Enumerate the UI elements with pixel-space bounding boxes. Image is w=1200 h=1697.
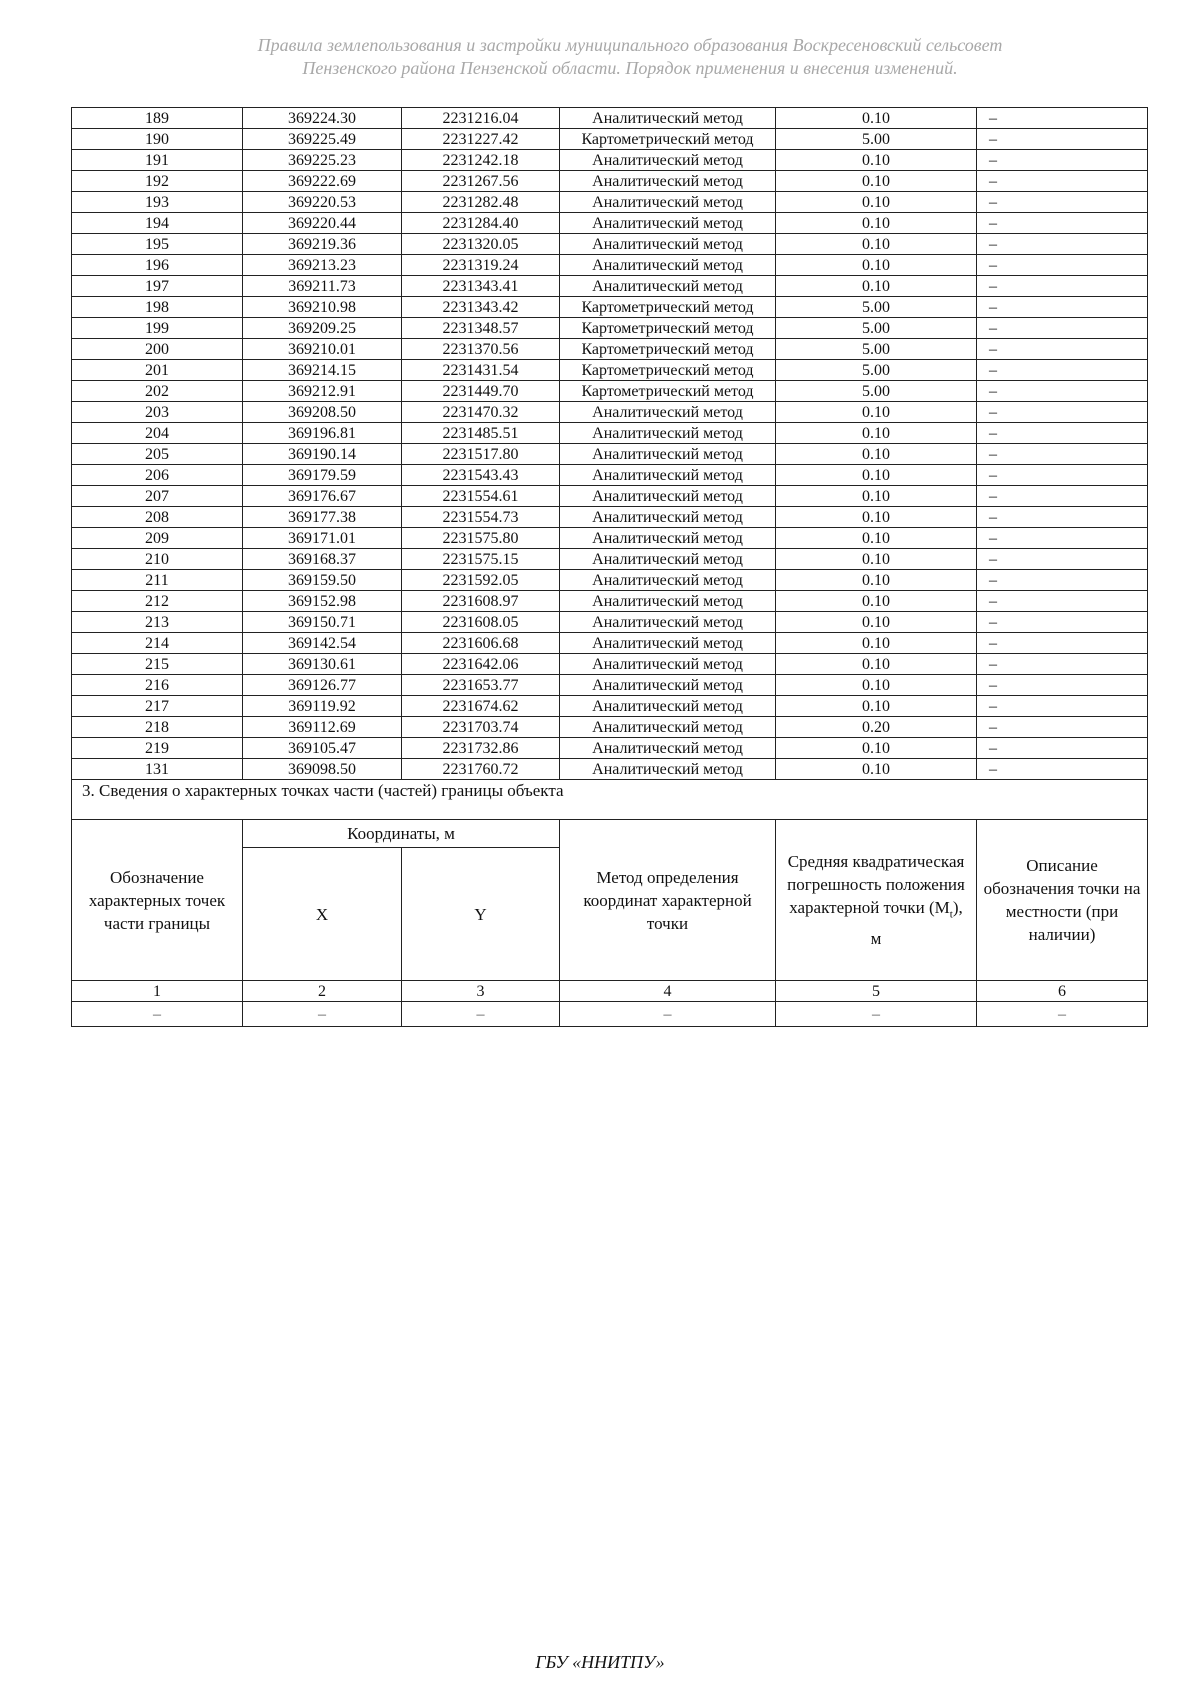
coord-y-cell: 2231606.68 <box>402 633 560 654</box>
col-header-point-designation: Обозначение характерных точек части границы <box>72 820 243 981</box>
mean-error-cell: 0.10 <box>776 549 977 570</box>
mean-error-cell: 0.10 <box>776 192 977 213</box>
coord-x-cell: 369214.15 <box>243 360 402 381</box>
method-cell: Картометрический метод <box>560 297 776 318</box>
coord-x-cell: 369220.53 <box>243 192 402 213</box>
mean-error-cell: 0.10 <box>776 507 977 528</box>
empty-cell: – <box>776 1002 977 1027</box>
mean-error-subscript: t <box>949 908 953 921</box>
coord-x-cell: 369119.92 <box>243 696 402 717</box>
description-cell: – <box>977 444 1148 465</box>
table-row <box>72 465 1148 486</box>
point-number-cell: 204 <box>72 423 243 444</box>
coord-y-cell: 2231732.86 <box>402 738 560 759</box>
coord-y-cell: 2231431.54 <box>402 360 560 381</box>
coord-y-cell: 2231282.48 <box>402 192 560 213</box>
col-header-coordinates: Координаты, м <box>243 820 560 848</box>
method-cell: Аналитический метод <box>560 738 776 759</box>
description-cell: – <box>977 255 1148 276</box>
description-cell: – <box>977 738 1148 759</box>
coord-x-cell: 369225.23 <box>243 150 402 171</box>
mean-error-cell: 5.00 <box>776 129 977 150</box>
method-cell: Аналитический метод <box>560 108 776 129</box>
empty-cell: – <box>72 1002 243 1027</box>
section-3-header-row-1 <box>72 820 1148 848</box>
section-3 <box>72 780 1148 1027</box>
mean-error-cell: 0.10 <box>776 591 977 612</box>
coord-y-cell: 2231370.56 <box>402 339 560 360</box>
description-cell: – <box>977 381 1148 402</box>
table-row <box>72 318 1148 339</box>
point-number-cell: 198 <box>72 297 243 318</box>
method-cell: Аналитический метод <box>560 171 776 192</box>
method-cell: Аналитический метод <box>560 444 776 465</box>
description-cell: – <box>977 423 1148 444</box>
point-number-cell: 203 <box>72 402 243 423</box>
table-row <box>72 234 1148 255</box>
method-cell: Аналитический метод <box>560 528 776 549</box>
mean-error-text: Средняя квадратическая погрешность положения характерной точки (M <box>787 852 965 918</box>
coord-x-cell: 369213.23 <box>243 255 402 276</box>
coord-y-cell: 2231284.40 <box>402 213 560 234</box>
mean-error-cell: 5.00 <box>776 381 977 402</box>
coord-x-cell: 369130.61 <box>243 654 402 675</box>
coord-x-cell: 369171.01 <box>243 528 402 549</box>
point-number-cell: 201 <box>72 360 243 381</box>
section-3-title-row <box>72 780 1148 820</box>
coord-x-cell: 369219.36 <box>243 234 402 255</box>
mean-error-cell: 0.10 <box>776 423 977 444</box>
description-cell: – <box>977 486 1148 507</box>
mean-error-cell: 5.00 <box>776 297 977 318</box>
mean-error-cell: 5.00 <box>776 339 977 360</box>
coord-x-cell: 369176.67 <box>243 486 402 507</box>
point-number-cell: 193 <box>72 192 243 213</box>
column-numbers-row <box>72 981 1148 1002</box>
col-header-y: Y <box>402 848 560 981</box>
point-number-cell: 219 <box>72 738 243 759</box>
mean-error-cell: 0.10 <box>776 213 977 234</box>
method-cell: Аналитический метод <box>560 633 776 654</box>
coord-x-cell: 369105.47 <box>243 738 402 759</box>
empty-cell: – <box>560 1002 776 1027</box>
point-number-cell: 196 <box>72 255 243 276</box>
description-cell: – <box>977 549 1148 570</box>
method-cell: Аналитический метод <box>560 549 776 570</box>
coord-y-cell: 2231485.51 <box>402 423 560 444</box>
coord-y-cell: 2231760.72 <box>402 759 560 780</box>
description-cell: – <box>977 591 1148 612</box>
description-cell: – <box>977 402 1148 423</box>
method-cell: Аналитический метод <box>560 276 776 297</box>
mean-error-cell: 0.10 <box>776 528 977 549</box>
page-footer: ГБУ «ННИТПУ» <box>535 1652 665 1672</box>
point-number-cell: 218 <box>72 717 243 738</box>
point-number-cell: 205 <box>72 444 243 465</box>
coord-y-cell: 2231592.05 <box>402 570 560 591</box>
description-cell: – <box>977 759 1148 780</box>
coord-x-cell: 369179.59 <box>243 465 402 486</box>
section-3-title: 3. Сведения о характерных точках части (частей) границы объекта <box>72 780 1148 820</box>
coord-y-cell: 2231348.57 <box>402 318 560 339</box>
coord-y-cell: 2231703.74 <box>402 717 560 738</box>
coord-x-cell: 369177.38 <box>243 507 402 528</box>
method-cell: Аналитический метод <box>560 759 776 780</box>
coord-x-cell: 369098.50 <box>243 759 402 780</box>
description-cell: – <box>977 717 1148 738</box>
table-row <box>72 339 1148 360</box>
coord-x-cell: 369152.98 <box>243 591 402 612</box>
coord-x-cell: 369222.69 <box>243 171 402 192</box>
column-number: 2 <box>243 981 402 1002</box>
method-cell: Аналитический метод <box>560 192 776 213</box>
column-number: 5 <box>776 981 977 1002</box>
coord-x-cell: 369210.01 <box>243 339 402 360</box>
point-number-cell: 199 <box>72 318 243 339</box>
point-number-cell: 192 <box>72 171 243 192</box>
method-cell: Аналитический метод <box>560 423 776 444</box>
coord-y-cell: 2231470.32 <box>402 402 560 423</box>
table-row <box>72 759 1148 780</box>
coord-y-cell: 2231242.18 <box>402 150 560 171</box>
coord-y-cell: 2231449.70 <box>402 381 560 402</box>
point-number-cell: 194 <box>72 213 243 234</box>
coord-x-cell: 369190.14 <box>243 444 402 465</box>
table-row <box>72 423 1148 444</box>
column-number: 3 <box>402 981 560 1002</box>
method-cell: Аналитический метод <box>560 696 776 717</box>
table-row <box>72 360 1148 381</box>
description-cell: – <box>977 696 1148 717</box>
coord-y-cell: 2231517.80 <box>402 444 560 465</box>
mean-error-cell: 5.00 <box>776 360 977 381</box>
mean-error-cell: 0.10 <box>776 633 977 654</box>
table-row <box>72 549 1148 570</box>
mean-error-cell: 5.00 <box>776 318 977 339</box>
column-number: 4 <box>560 981 776 1002</box>
description-cell: – <box>977 234 1148 255</box>
mean-error-cell: 0.10 <box>776 276 977 297</box>
method-cell: Аналитический метод <box>560 570 776 591</box>
mean-error-cell: 0.10 <box>776 612 977 633</box>
description-cell: – <box>977 465 1148 486</box>
table-row <box>72 612 1148 633</box>
point-number-cell: 213 <box>72 612 243 633</box>
mean-error-cell: 0.10 <box>776 696 977 717</box>
coord-x-cell: 369126.77 <box>243 675 402 696</box>
table-row <box>72 591 1148 612</box>
table-row <box>72 255 1148 276</box>
description-cell: – <box>977 213 1148 234</box>
method-cell: Картометрический метод <box>560 339 776 360</box>
coord-x-cell: 369159.50 <box>243 570 402 591</box>
point-number-cell: 216 <box>72 675 243 696</box>
header-line-2: Пензенского района Пензенской области. Порядок применения и внесения изменений. <box>302 58 958 78</box>
method-cell: Аналитический метод <box>560 465 776 486</box>
method-cell: Картометрический метод <box>560 318 776 339</box>
coord-y-cell: 2231674.62 <box>402 696 560 717</box>
coord-x-cell: 369208.50 <box>243 402 402 423</box>
table-row <box>72 297 1148 318</box>
description-cell: – <box>977 297 1148 318</box>
page-header <box>120 34 1140 80</box>
method-cell: Аналитический метод <box>560 150 776 171</box>
mean-error-unit: ), м <box>870 898 963 948</box>
coord-x-cell: 369212.91 <box>243 381 402 402</box>
mean-error-cell: 0.10 <box>776 675 977 696</box>
coord-y-cell: 2231653.77 <box>402 675 560 696</box>
mean-error-cell: 0.10 <box>776 570 977 591</box>
point-number-cell: 214 <box>72 633 243 654</box>
mean-error-cell: 0.10 <box>776 759 977 780</box>
point-number-cell: 197 <box>72 276 243 297</box>
point-number-cell: 217 <box>72 696 243 717</box>
method-cell: Аналитический метод <box>560 675 776 696</box>
point-number-cell: 189 <box>72 108 243 129</box>
coordinates-table <box>71 107 1148 1027</box>
mean-error-cell: 0.10 <box>776 402 977 423</box>
coord-x-cell: 369220.44 <box>243 213 402 234</box>
table-row <box>72 654 1148 675</box>
coord-x-cell: 369196.81 <box>243 423 402 444</box>
coord-y-cell: 2231608.05 <box>402 612 560 633</box>
point-number-cell: 212 <box>72 591 243 612</box>
point-number-cell: 131 <box>72 759 243 780</box>
method-cell: Аналитический метод <box>560 213 776 234</box>
header-line-1: Правила землепользования и застройки муниципального образования Воскресеновский сельсовет <box>257 35 1003 55</box>
description-cell: – <box>977 276 1148 297</box>
method-cell: Аналитический метод <box>560 486 776 507</box>
description-cell: – <box>977 318 1148 339</box>
table-row <box>72 528 1148 549</box>
coord-y-cell: 2231343.41 <box>402 276 560 297</box>
table-row <box>72 150 1148 171</box>
coord-y-cell: 2231554.73 <box>402 507 560 528</box>
mean-error-cell: 0.10 <box>776 465 977 486</box>
empty-cell: – <box>977 1002 1148 1027</box>
coord-y-cell: 2231320.05 <box>402 234 560 255</box>
table-row <box>72 486 1148 507</box>
description-cell: – <box>977 171 1148 192</box>
point-number-cell: 215 <box>72 654 243 675</box>
coord-y-cell: 2231575.80 <box>402 528 560 549</box>
description-cell: – <box>977 675 1148 696</box>
mean-error-cell: 0.10 <box>776 738 977 759</box>
point-number-cell: 191 <box>72 150 243 171</box>
mean-error-cell: 0.10 <box>776 108 977 129</box>
point-number-cell: 190 <box>72 129 243 150</box>
description-cell: – <box>977 570 1148 591</box>
col-header-mean-error <box>776 820 977 981</box>
empty-cell: – <box>243 1002 402 1027</box>
method-cell: Картометрический метод <box>560 381 776 402</box>
method-cell: Аналитический метод <box>560 255 776 276</box>
mean-error-cell: 0.10 <box>776 255 977 276</box>
point-number-cell: 209 <box>72 528 243 549</box>
coord-y-cell: 2231554.61 <box>402 486 560 507</box>
table-row <box>72 171 1148 192</box>
coord-x-cell: 369225.49 <box>243 129 402 150</box>
point-rows <box>72 108 1148 780</box>
table-row <box>72 570 1148 591</box>
description-cell: – <box>977 108 1148 129</box>
table-row <box>72 402 1148 423</box>
description-cell: – <box>977 654 1148 675</box>
table-row <box>72 129 1148 150</box>
empty-data-row <box>72 1002 1148 1027</box>
point-number-cell: 207 <box>72 486 243 507</box>
table-row <box>72 717 1148 738</box>
method-cell: Аналитический метод <box>560 234 776 255</box>
description-cell: – <box>977 150 1148 171</box>
description-cell: – <box>977 192 1148 213</box>
table-row <box>72 633 1148 654</box>
table-row <box>72 738 1148 759</box>
table-row <box>72 444 1148 465</box>
mean-error-cell: 0.10 <box>776 444 977 465</box>
coord-x-cell: 369150.71 <box>243 612 402 633</box>
coord-x-cell: 369142.54 <box>243 633 402 654</box>
coord-y-cell: 2231575.15 <box>402 549 560 570</box>
coord-y-cell: 2231343.42 <box>402 297 560 318</box>
mean-error-cell: 0.10 <box>776 234 977 255</box>
col-header-x: X <box>243 848 402 981</box>
coord-y-cell: 2231543.43 <box>402 465 560 486</box>
coord-x-cell: 369211.73 <box>243 276 402 297</box>
coord-y-cell: 2231227.42 <box>402 129 560 150</box>
coord-x-cell: 369224.30 <box>243 108 402 129</box>
point-number-cell: 206 <box>72 465 243 486</box>
coord-y-cell: 2231319.24 <box>402 255 560 276</box>
col-header-method: Метод определения координат характерной точки <box>560 820 776 981</box>
coord-y-cell: 2231267.56 <box>402 171 560 192</box>
description-cell: – <box>977 612 1148 633</box>
table-row <box>72 675 1148 696</box>
point-number-cell: 211 <box>72 570 243 591</box>
method-cell: Аналитический метод <box>560 717 776 738</box>
method-cell: Аналитический метод <box>560 591 776 612</box>
point-number-cell: 202 <box>72 381 243 402</box>
mean-error-cell: 0.10 <box>776 171 977 192</box>
description-cell: – <box>977 507 1148 528</box>
table-row <box>72 108 1148 129</box>
method-cell: Аналитический метод <box>560 654 776 675</box>
col-header-description: Описание обозначения точки на местности (при наличии) <box>977 820 1148 981</box>
table-row <box>72 381 1148 402</box>
point-number-cell: 195 <box>72 234 243 255</box>
mean-error-cell: 0.10 <box>776 150 977 171</box>
method-cell: Картометрический метод <box>560 129 776 150</box>
coord-x-cell: 369112.69 <box>243 717 402 738</box>
point-number-cell: 208 <box>72 507 243 528</box>
description-cell: – <box>977 339 1148 360</box>
point-number-cell: 210 <box>72 549 243 570</box>
coord-x-cell: 369210.98 <box>243 297 402 318</box>
point-number-cell: 200 <box>72 339 243 360</box>
table-row <box>72 696 1148 717</box>
description-cell: – <box>977 528 1148 549</box>
column-number: 1 <box>72 981 243 1002</box>
table-row <box>72 192 1148 213</box>
empty-cell: – <box>402 1002 560 1027</box>
column-number: 6 <box>977 981 1148 1002</box>
table-row <box>72 213 1148 234</box>
table-row <box>72 507 1148 528</box>
coord-x-cell: 369168.37 <box>243 549 402 570</box>
method-cell: Аналитический метод <box>560 612 776 633</box>
method-cell: Картометрический метод <box>560 360 776 381</box>
mean-error-cell: 0.10 <box>776 486 977 507</box>
mean-error-cell: 0.10 <box>776 654 977 675</box>
description-cell: – <box>977 633 1148 654</box>
coord-y-cell: 2231608.97 <box>402 591 560 612</box>
table-row <box>72 276 1148 297</box>
description-cell: – <box>977 129 1148 150</box>
description-cell: – <box>977 360 1148 381</box>
method-cell: Аналитический метод <box>560 402 776 423</box>
coord-x-cell: 369209.25 <box>243 318 402 339</box>
mean-error-cell: 0.20 <box>776 717 977 738</box>
coord-y-cell: 2231216.04 <box>402 108 560 129</box>
method-cell: Аналитический метод <box>560 507 776 528</box>
coord-y-cell: 2231642.06 <box>402 654 560 675</box>
